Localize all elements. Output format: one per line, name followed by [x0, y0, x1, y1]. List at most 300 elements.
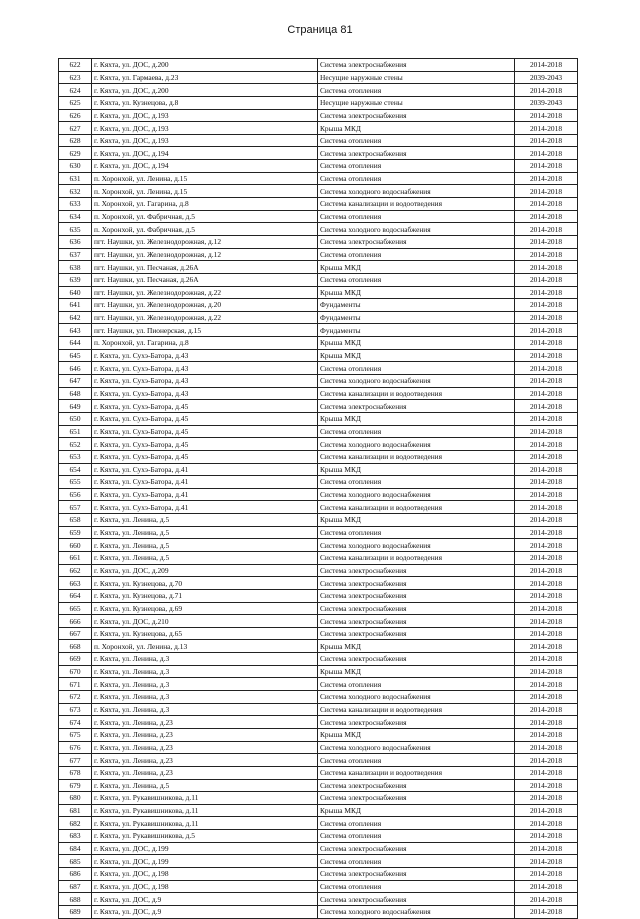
table-row: [59, 400, 578, 413]
table-row: [59, 147, 578, 160]
table-row: [59, 71, 578, 84]
table-row: [59, 286, 578, 299]
capital-repair-table: [58, 58, 578, 919]
row-work-type: Система отопления: [318, 754, 515, 767]
row-address: пгт. Наушки, ул. Пионерская, д.15: [92, 324, 318, 337]
row-work-type: Система холодного водоснабжения: [318, 741, 515, 754]
row-address: г. Кяхта, ул. ДОС, д.193: [92, 109, 318, 122]
row-number: 664: [59, 589, 92, 602]
row-work-type: Система электроснабжения: [318, 893, 515, 906]
row-number: 669: [59, 653, 92, 666]
row-number: 687: [59, 880, 92, 893]
row-number: 689: [59, 905, 92, 918]
row-address: пгт. Наушки, ул. Железнодорожная, д.12: [92, 248, 318, 261]
row-address: г. Кяхта, ул. Ленина, д.3: [92, 678, 318, 691]
row-address: г. Кяхта, ул. ДОС, д.198: [92, 880, 318, 893]
row-work-type: Система электроснабжения: [318, 868, 515, 881]
table-row: [59, 463, 578, 476]
table-row: [59, 185, 578, 198]
row-number: 633: [59, 198, 92, 211]
row-address: п. Хоронхой, ул. Гагарина, д.8: [92, 198, 318, 211]
row-address: г. Кяхта, ул. Сухэ-Батора, д.43: [92, 362, 318, 375]
row-work-type: Система канализации и водоотведения: [318, 198, 515, 211]
row-work-type: Система электроснабжения: [318, 147, 515, 160]
row-work-type: Система отопления: [318, 210, 515, 223]
row-number: 660: [59, 539, 92, 552]
row-period: 2014-2018: [515, 577, 578, 590]
table-row: [59, 716, 578, 729]
row-period: 2014-2018: [515, 691, 578, 704]
row-period: 2014-2018: [515, 602, 578, 615]
row-number: 626: [59, 109, 92, 122]
row-address: п. Хоронхой, ул. Гагарина, д.8: [92, 337, 318, 350]
table-row: [59, 589, 578, 602]
table-row: [59, 640, 578, 653]
row-number: 625: [59, 96, 92, 109]
row-work-type: Система отопления: [318, 425, 515, 438]
table-row: [59, 678, 578, 691]
row-address: г. Кяхта, ул. Сухэ-Батора, д.45: [92, 425, 318, 438]
row-period: 2014-2018: [515, 337, 578, 350]
row-number: 659: [59, 526, 92, 539]
row-work-type: Система холодного водоснабжения: [318, 375, 515, 388]
row-work-type: Система отопления: [318, 855, 515, 868]
table-row: [59, 665, 578, 678]
row-address: п. Хоронхой, ул. Ленина, д.15: [92, 185, 318, 198]
table-row: [59, 387, 578, 400]
row-work-type: Система холодного водоснабжения: [318, 905, 515, 918]
row-period: 2014-2018: [515, 273, 578, 286]
row-address: г. Кяхта, ул. Кузнецова, д.71: [92, 589, 318, 602]
row-number: 676: [59, 741, 92, 754]
row-address: г. Кяхта, ул. ДОС, д.200: [92, 84, 318, 97]
row-address: п. Хоронхой, ул. Ленина, д.15: [92, 172, 318, 185]
table-row: [59, 476, 578, 489]
row-period: 2014-2018: [515, 703, 578, 716]
table-row: [59, 703, 578, 716]
row-work-type: Система холодного водоснабжения: [318, 539, 515, 552]
row-number: 665: [59, 602, 92, 615]
row-work-type: Система электроснабжения: [318, 842, 515, 855]
row-address: г. Кяхта, ул. Ленина, д.23: [92, 741, 318, 754]
row-address: г. Кяхта, ул. Рукавишникова, д.11: [92, 804, 318, 817]
row-number: 638: [59, 261, 92, 274]
row-address: г. Кяхта, ул. Рукавишникова, д.11: [92, 792, 318, 805]
row-period: 2014-2018: [515, 779, 578, 792]
table-row: [59, 893, 578, 906]
table-row: [59, 868, 578, 881]
row-period: 2014-2018: [515, 387, 578, 400]
row-work-type: Крыша МКД: [318, 640, 515, 653]
row-period: 2014-2018: [515, 261, 578, 274]
row-address: г. Кяхта, ул. Ленина, д.23: [92, 728, 318, 741]
row-period: 2014-2018: [515, 539, 578, 552]
table-row: [59, 551, 578, 564]
row-number: 641: [59, 299, 92, 312]
row-work-type: Система отопления: [318, 830, 515, 843]
table-row: [59, 792, 578, 805]
table-row: [59, 615, 578, 628]
row-work-type: Крыша МКД: [318, 665, 515, 678]
row-number: 655: [59, 476, 92, 489]
row-number: 654: [59, 463, 92, 476]
row-period: 2014-2018: [515, 501, 578, 514]
row-work-type: Система отопления: [318, 678, 515, 691]
row-work-type: Система отопления: [318, 160, 515, 173]
row-period: 2014-2018: [515, 362, 578, 375]
row-address: г. Кяхта, ул. ДОС, д.199: [92, 855, 318, 868]
row-work-type: Крыша МКД: [318, 412, 515, 425]
row-work-type: Система электроснабжения: [318, 716, 515, 729]
row-address: г. Кяхта, ул. Кузнецова, д.8: [92, 96, 318, 109]
row-address: пгт. Наушки, ул. Железнодорожная, д.22: [92, 286, 318, 299]
row-work-type: Система холодного водоснабжения: [318, 691, 515, 704]
row-number: 682: [59, 817, 92, 830]
row-period: 2014-2018: [515, 728, 578, 741]
row-work-type: Несущие наружные стены: [318, 71, 515, 84]
table-row: [59, 691, 578, 704]
row-period: 2014-2018: [515, 842, 578, 855]
table-row: [59, 653, 578, 666]
table-body: [59, 59, 578, 919]
row-period: 2014-2018: [515, 627, 578, 640]
table-row: [59, 804, 578, 817]
row-number: 636: [59, 235, 92, 248]
row-work-type: Крыша МКД: [318, 728, 515, 741]
row-period: 2014-2018: [515, 551, 578, 564]
table-row: [59, 84, 578, 97]
row-work-type: Крыша МКД: [318, 463, 515, 476]
row-period: 2014-2018: [515, 564, 578, 577]
table-row: [59, 514, 578, 527]
row-period: 2014-2018: [515, 109, 578, 122]
row-address: п. Хоронхой, ул. Фабричная, д.5: [92, 210, 318, 223]
row-address: г. Кяхта, ул. Кузнецова, д.70: [92, 577, 318, 590]
row-work-type: Крыша МКД: [318, 514, 515, 527]
table-row: [59, 488, 578, 501]
row-work-type: Система канализации и водоотведения: [318, 450, 515, 463]
row-number: 630: [59, 160, 92, 173]
table-row: [59, 526, 578, 539]
row-period: 2014-2018: [515, 868, 578, 881]
row-number: 663: [59, 577, 92, 590]
row-period: 2014-2018: [515, 463, 578, 476]
row-period: 2014-2018: [515, 488, 578, 501]
row-period: 2014-2018: [515, 678, 578, 691]
row-number: 634: [59, 210, 92, 223]
table-row: [59, 602, 578, 615]
table-row: [59, 223, 578, 236]
row-address: г. Кяхта, ул. Ленина, д.23: [92, 754, 318, 767]
row-address: г. Кяхта, ул. Сухэ-Батора, д.45: [92, 400, 318, 413]
table-row: [59, 96, 578, 109]
row-number: 647: [59, 375, 92, 388]
row-period: 2014-2018: [515, 223, 578, 236]
row-work-type: Система электроснабжения: [318, 564, 515, 577]
row-number: 652: [59, 438, 92, 451]
table-row: [59, 273, 578, 286]
row-work-type: Несущие наружные стены: [318, 96, 515, 109]
row-address: г. Кяхта, ул. Кузнецова, д.69: [92, 602, 318, 615]
row-address: г. Кяхта, ул. Ленина, д.3: [92, 665, 318, 678]
row-period: 2014-2018: [515, 147, 578, 160]
row-work-type: Система отопления: [318, 248, 515, 261]
row-work-type: Система холодного водоснабжения: [318, 223, 515, 236]
row-number: 645: [59, 349, 92, 362]
row-period: 2014-2018: [515, 134, 578, 147]
row-period: 2014-2018: [515, 766, 578, 779]
row-number: 674: [59, 716, 92, 729]
row-period: 2014-2018: [515, 349, 578, 362]
row-work-type: Система канализации и водоотведения: [318, 387, 515, 400]
row-work-type: Система отопления: [318, 362, 515, 375]
table-row: [59, 210, 578, 223]
row-period: 2014-2018: [515, 210, 578, 223]
table-row: [59, 59, 578, 72]
table-row: [59, 109, 578, 122]
table-row: [59, 766, 578, 779]
row-period: 2014-2018: [515, 198, 578, 211]
row-address: пгт. Наушки, ул. Песчаная, д.26А: [92, 273, 318, 286]
row-work-type: Система электроснабжения: [318, 235, 515, 248]
row-address: г. Кяхта, ул. Ленина, д.3: [92, 703, 318, 716]
row-number: 631: [59, 172, 92, 185]
table-row: [59, 438, 578, 451]
row-period: 2014-2018: [515, 893, 578, 906]
table-row: [59, 198, 578, 211]
row-address: г. Кяхта, ул. ДОС, д.9: [92, 905, 318, 918]
row-number: 688: [59, 893, 92, 906]
row-address: г. Кяхта, ул. Сухэ-Батора, д.45: [92, 450, 318, 463]
table-row: [59, 779, 578, 792]
row-address: г. Кяхта, ул. Гармаева, д.23: [92, 71, 318, 84]
table-row: [59, 235, 578, 248]
row-work-type: Система отопления: [318, 273, 515, 286]
row-number: 671: [59, 678, 92, 691]
row-address: пгт. Наушки, ул. Железнодорожная, д.12: [92, 235, 318, 248]
row-period: 2014-2018: [515, 476, 578, 489]
row-number: 657: [59, 501, 92, 514]
row-work-type: Система электроснабжения: [318, 779, 515, 792]
row-number: 649: [59, 400, 92, 413]
row-work-type: Система электроснабжения: [318, 109, 515, 122]
row-address: г. Кяхта, ул. Сухэ-Батора, д.41: [92, 476, 318, 489]
row-work-type: Система канализации и водоотведения: [318, 501, 515, 514]
row-work-type: Фундаменты: [318, 299, 515, 312]
row-work-type: Система электроснабжения: [318, 589, 515, 602]
row-period: 2014-2018: [515, 59, 578, 72]
row-address: г. Кяхта, ул. Ленина, д.3: [92, 653, 318, 666]
row-address: г. Кяхта, ул. Ленина, д.5: [92, 526, 318, 539]
row-work-type: Система отопления: [318, 526, 515, 539]
row-work-type: Фундаменты: [318, 311, 515, 324]
row-work-type: Система отопления: [318, 84, 515, 97]
table-row: [59, 172, 578, 185]
row-address: г. Кяхта, ул. Сухэ-Батора, д.41: [92, 463, 318, 476]
row-work-type: Система канализации и водоотведения: [318, 766, 515, 779]
row-period: 2014-2018: [515, 286, 578, 299]
row-work-type: Система холодного водоснабжения: [318, 438, 515, 451]
table-row: [59, 261, 578, 274]
row-number: 623: [59, 71, 92, 84]
row-number: 624: [59, 84, 92, 97]
row-number: 678: [59, 766, 92, 779]
row-number: 637: [59, 248, 92, 261]
row-work-type: Система электроснабжения: [318, 615, 515, 628]
row-address: г. Кяхта, ул. ДОС, д.209: [92, 564, 318, 577]
row-period: 2014-2018: [515, 716, 578, 729]
table-row: [59, 880, 578, 893]
table-row: [59, 324, 578, 337]
row-work-type: Система электроснабжения: [318, 792, 515, 805]
row-period: 2014-2018: [515, 248, 578, 261]
table-row: [59, 134, 578, 147]
row-period: 2014-2018: [515, 185, 578, 198]
row-address: пгт. Наушки, ул. Песчаная, д.26А: [92, 261, 318, 274]
row-address: г. Кяхта, ул. ДОС, д.194: [92, 160, 318, 173]
row-address: г. Кяхта, ул. Ленина, д.5: [92, 779, 318, 792]
row-number: 681: [59, 804, 92, 817]
table-row: [59, 160, 578, 173]
row-number: 658: [59, 514, 92, 527]
table-row: [59, 425, 578, 438]
table-row: [59, 122, 578, 135]
row-period: 2014-2018: [515, 830, 578, 843]
row-address: г. Кяхта, ул. Сухэ-Батора, д.45: [92, 412, 318, 425]
row-address: г. Кяхта, ул. Ленина, д.5: [92, 514, 318, 527]
row-period: 2014-2018: [515, 665, 578, 678]
row-address: г. Кяхта, ул. Кузнецова, д.65: [92, 627, 318, 640]
row-period: 2014-2018: [515, 160, 578, 173]
row-period: 2014-2018: [515, 122, 578, 135]
row-work-type: Система холодного водоснабжения: [318, 488, 515, 501]
row-work-type: Крыша МКД: [318, 804, 515, 817]
row-address: п. Хоронхой, ул. Фабричная, д.5: [92, 223, 318, 236]
row-number: 670: [59, 665, 92, 678]
row-work-type: Система электроснабжения: [318, 653, 515, 666]
table-row: [59, 349, 578, 362]
row-address: г. Кяхта, ул. ДОС, д.9: [92, 893, 318, 906]
table-row: [59, 299, 578, 312]
row-period: 2014-2018: [515, 400, 578, 413]
row-address: г. Кяхта, ул. Ленина, д.5: [92, 539, 318, 552]
row-number: 646: [59, 362, 92, 375]
row-work-type: Система электроснабжения: [318, 577, 515, 590]
row-period: 2014-2018: [515, 855, 578, 868]
row-number: 650: [59, 412, 92, 425]
row-work-type: Система отопления: [318, 880, 515, 893]
row-number: 648: [59, 387, 92, 400]
row-address: г. Кяхта, ул. Сухэ-Батора, д.43: [92, 387, 318, 400]
row-address: пгт. Наушки, ул. Железнодорожная, д.22: [92, 311, 318, 324]
row-address: г. Кяхта, ул. Ленина, д.23: [92, 716, 318, 729]
table-row: [59, 362, 578, 375]
row-number: 672: [59, 691, 92, 704]
row-number: 661: [59, 551, 92, 564]
row-number: 628: [59, 134, 92, 147]
row-number: 673: [59, 703, 92, 716]
row-work-type: Фундаменты: [318, 324, 515, 337]
row-period: 2014-2018: [515, 615, 578, 628]
row-address: г. Кяхта, ул. ДОС, д.200: [92, 59, 318, 72]
row-work-type: Система электроснабжения: [318, 602, 515, 615]
row-address: г. Кяхта, ул. ДОС, д.193: [92, 134, 318, 147]
row-number: 632: [59, 185, 92, 198]
row-period: 2014-2018: [515, 804, 578, 817]
row-address: г. Кяхта, ул. Сухэ-Батора, д.43: [92, 349, 318, 362]
row-work-type: Крыша МКД: [318, 349, 515, 362]
row-number: 667: [59, 627, 92, 640]
row-work-type: Крыша МКД: [318, 122, 515, 135]
row-work-type: Система отопления: [318, 476, 515, 489]
table-row: [59, 450, 578, 463]
table-row: [59, 855, 578, 868]
table-row: [59, 754, 578, 767]
row-number: 651: [59, 425, 92, 438]
row-period: 2014-2018: [515, 589, 578, 602]
row-address: п. Хоронхой, ул. Ленина, д.13: [92, 640, 318, 653]
row-address: г. Кяхта, ул. Рукавишникова, д.5: [92, 830, 318, 843]
row-number: 686: [59, 868, 92, 881]
row-address: г. Кяхта, ул. Ленина, д.23: [92, 766, 318, 779]
row-period: 2014-2018: [515, 375, 578, 388]
row-work-type: Система электроснабжения: [318, 627, 515, 640]
row-period: 2014-2018: [515, 526, 578, 539]
row-period: 2014-2018: [515, 905, 578, 918]
row-address: г. Кяхта, ул. Сухэ-Батора, д.45: [92, 438, 318, 451]
row-address: г. Кяхта, ул. ДОС, д.198: [92, 868, 318, 881]
row-number: 683: [59, 830, 92, 843]
row-work-type: Крыша МКД: [318, 337, 515, 350]
table-row: [59, 741, 578, 754]
row-address: пгт. Наушки, ул. Железнодорожная, д.20: [92, 299, 318, 312]
row-period: 2039-2043: [515, 96, 578, 109]
row-period: 2039-2043: [515, 71, 578, 84]
row-work-type: Система электроснабжения: [318, 59, 515, 72]
row-address: г. Кяхта, ул. Ленина, д.5: [92, 551, 318, 564]
table-row: [59, 817, 578, 830]
row-number: 643: [59, 324, 92, 337]
row-period: 2014-2018: [515, 817, 578, 830]
row-period: 2014-2018: [515, 754, 578, 767]
row-address: г. Кяхта, ул. Рукавишникова, д.11: [92, 817, 318, 830]
table-row: [59, 830, 578, 843]
row-number: 640: [59, 286, 92, 299]
row-period: 2014-2018: [515, 640, 578, 653]
row-address: г. Кяхта, ул. ДОС, д.194: [92, 147, 318, 160]
row-number: 639: [59, 273, 92, 286]
table-row: [59, 375, 578, 388]
table-row: [59, 564, 578, 577]
row-address: г. Кяхта, ул. Сухэ-Батора, д.43: [92, 375, 318, 388]
row-number: 629: [59, 147, 92, 160]
row-number: 644: [59, 337, 92, 350]
row-work-type: Крыша МКД: [318, 261, 515, 274]
row-work-type: Система холодного водоснабжения: [318, 185, 515, 198]
table-row: [59, 337, 578, 350]
row-work-type: Система отопления: [318, 817, 515, 830]
row-address: г. Кяхта, ул. ДОС, д.199: [92, 842, 318, 855]
row-number: 666: [59, 615, 92, 628]
row-number: 685: [59, 855, 92, 868]
row-work-type: Система электроснабжения: [318, 400, 515, 413]
row-period: 2014-2018: [515, 311, 578, 324]
row-period: 2014-2018: [515, 514, 578, 527]
row-number: 622: [59, 59, 92, 72]
row-address: г. Кяхта, ул. Ленина, д.3: [92, 691, 318, 704]
row-number: 680: [59, 792, 92, 805]
row-number: 668: [59, 640, 92, 653]
